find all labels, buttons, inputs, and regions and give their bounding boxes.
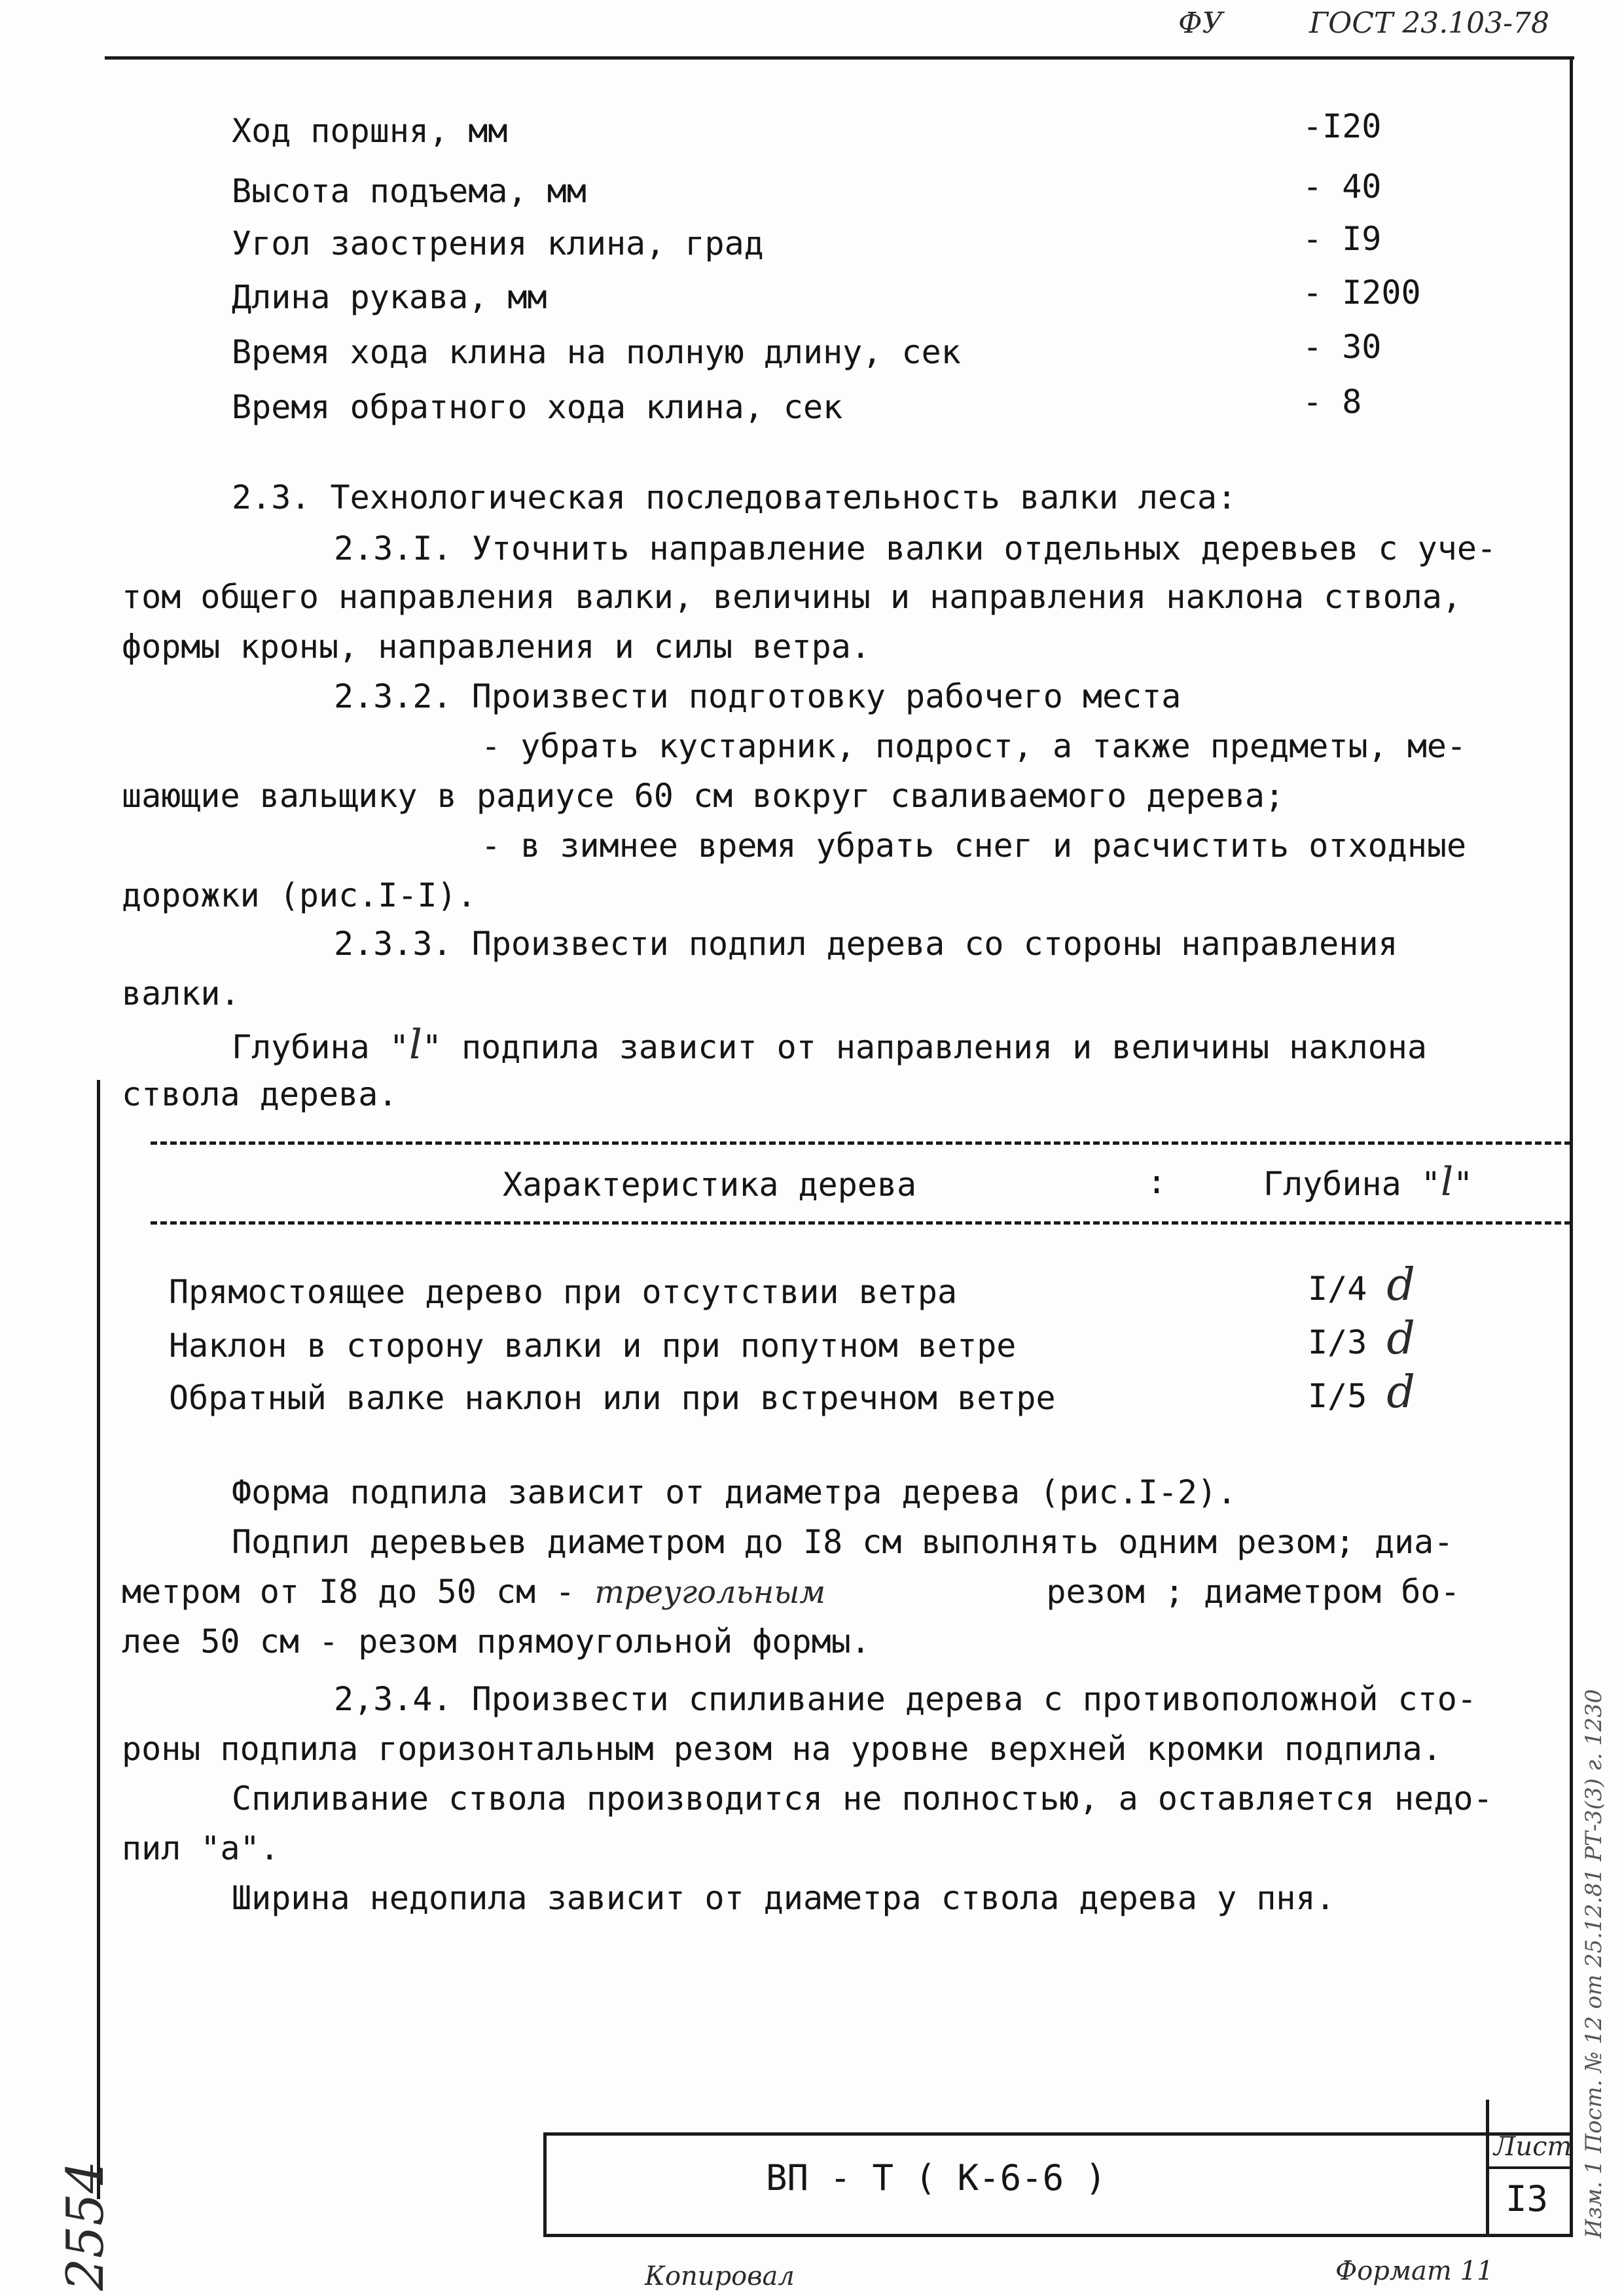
paragraph-line: - в зимнее время убрать снег и расчистить отходные [481,827,1467,865]
table-row-fraction: I/3 [1308,1323,1367,1361]
footer-copied: Копировал [645,2261,795,2291]
depth-text-a: Глубина " [232,1028,409,1066]
spec-value: -I20 [1303,107,1382,145]
table-row-label: Обратный валке наклон или при встречном ветре [169,1379,1056,1417]
right-frame-line [1570,56,1573,2183]
spec-label: Ход поршня, мм [232,112,508,150]
spec-label: Угол заострения клина, град [232,224,764,262]
paragraph-line: Подпил деревьев диаметром до I8 см выполнять одним резом; диа- [232,1523,1454,1561]
paragraph-line: пил "а". [122,1829,280,1867]
paragraph-line: формы кроны, направления и силы ветра. [122,628,871,666]
paragraph-line: 2.3.2. Произвести подготовку рабочего места [334,677,1182,715]
paragraph-line: шающие вальщику в радиусе 60 см вокруг сваливаемого дерева; [122,777,1285,815]
table-row-label: Прямостоящее дерево при отсутствии ветра [169,1273,958,1311]
paragraph-line: 2.3.I. Уточнить направление валки отдельных деревьев с уче- [334,529,1497,567]
table-header-characteristic: Характеристика дерева [503,1166,917,1204]
spec-value: - 30 [1303,328,1382,366]
sheet-label: Лист [1494,2132,1572,2162]
paragraph-line: валки. [122,975,240,1013]
paragraph-line: ствола дерева. [122,1075,398,1113]
spec-label: Время обратного хода клина, сек [232,388,843,426]
left-margin-line [97,1080,100,2199]
header-mark: ФУ [1178,7,1223,40]
table-header-separator: : [1147,1163,1167,1201]
paragraph-line: дорожки (рис.I-I). [122,876,477,914]
handwritten-insert: треугольным [594,1574,826,1611]
footer-format: Формат 11 [1335,2256,1494,2286]
spec-value: - I9 [1303,220,1382,258]
table-row-value [1308,1367,1415,1418]
sheet-cell-divider [1486,2166,1573,2169]
paragraph-line: Ширина недопила зависит от диаметра ствола дерева у пня. [232,1879,1335,1917]
spec-label: Время хода клина на полную длину, сек [232,333,961,371]
sheet-number: I3 [1506,2178,1549,2219]
paragraph-line: том общего направления валки, величины и направления наклона ствола, [122,578,1462,616]
table-row-unit: d [1386,1259,1415,1311]
paragraph-line: - убрать кустарник, подрост, а также предметы, ме- [481,727,1467,765]
table-top-rule [151,1141,1571,1145]
spec-label: Длина рукава, мм [232,278,547,316]
spec-label: Высота подъема, мм [232,172,586,210]
left-handwritten-number: 2554 [56,2161,115,2291]
section-title: 2.3. Технологическая последовательность валки леса: [232,478,1237,516]
standard-reference: ГОСТ 23.103-78 [1309,7,1550,40]
depth-symbol-l: l [408,1020,422,1068]
table-row-value [1308,1259,1415,1311]
top-frame-line [105,56,1574,60]
paragraph-line: Спиливание ствола производится не полностью, а оставляется недо- [232,1780,1493,1818]
table-header-depth-a: Глубина " [1263,1165,1441,1203]
paragraph-line [232,1020,1428,1068]
paragraph-line: 2.3.3. Произвести подпил дерева со стороны направления [334,925,1398,963]
table-row-unit: d [1386,1313,1415,1365]
table-header-depth-l: l [1440,1159,1454,1205]
table-header-rule [151,1221,1571,1225]
paragraph-line: 2,3.4. Произвести спиливание дерева с противоположной сто- [334,1680,1477,1718]
depth-text-b: " подпила зависит от направления и величины наклона [422,1028,1428,1066]
paragraph-text: метром от I8 до 50 см - [122,1573,575,1611]
spec-value: - I200 [1303,274,1421,312]
paragraph-line: роны подпила горизонтальным резом на уровне верхней кромки подпила. [122,1730,1442,1768]
table-row-fraction: I/4 [1308,1270,1367,1308]
paragraph-text: резом ; диаметром бо- [1046,1573,1460,1611]
table-header-depth [1263,1159,1473,1205]
table-row-value [1308,1313,1415,1365]
table-row-label: Наклон в сторону валки и при попутном ветре [169,1327,1017,1365]
right-vertical-note: Изм. 1 Пост. № 12 от 25.12.81 РТ-3(3) г. 1230 [1581,1689,1607,2238]
table-header-depth-b: " [1453,1165,1473,1203]
paragraph-line: лее 50 см - резом прямоугольной формы. [122,1623,871,1660]
document-code: ВП - Т ( К-6-6 ) [766,2157,1107,2198]
table-row-unit: d [1386,1367,1415,1418]
paragraph-line: Форма подпила зависит от диаметра дерева (рис.I-2). [232,1473,1237,1511]
paragraph-line [122,1572,1460,1612]
spec-value: - 8 [1303,383,1362,421]
spec-value: - 40 [1303,168,1382,206]
table-row-fraction: I/5 [1308,1377,1367,1415]
